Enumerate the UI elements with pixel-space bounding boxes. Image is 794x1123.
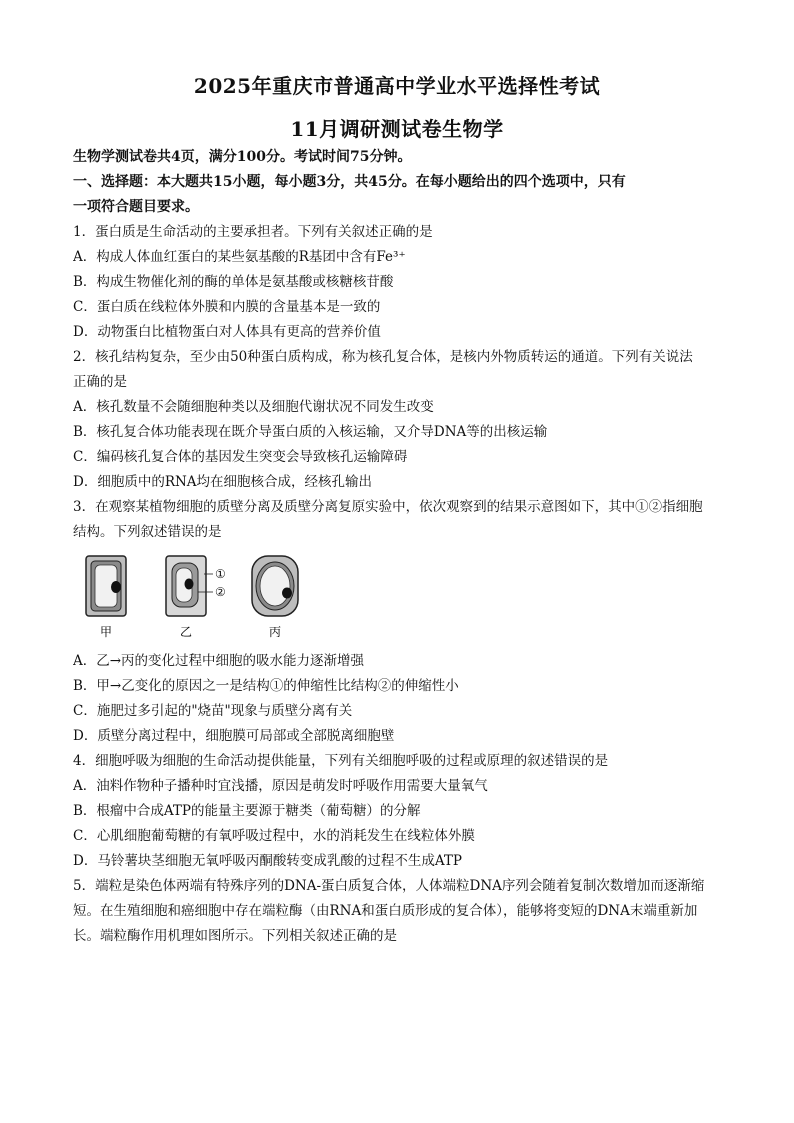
question-4-option-c: C．心肌细胞葡萄糖的有氧呼吸过程中，水的消耗发生在线粒体外膜 — [73, 828, 475, 844]
label-bing: 丙 — [269, 625, 282, 639]
marker-2: ② — [215, 585, 226, 599]
exam-info: 生物学测试卷共4页，满分100分。考试时间75分钟。 — [73, 149, 412, 165]
section-heading-line2: 一项符合题目要求。 — [73, 199, 199, 215]
question-3-option-a: A．乙→丙的变化过程中细胞的吸水能力逐渐增强 — [73, 653, 365, 669]
question-3-option-c: C．施肥过多引起的"烧苗"现象与质壁分离有关 — [73, 703, 353, 719]
label-yi: 乙 — [180, 625, 193, 639]
question-4-option-a: A．油料作物种子播种时宜浅播，原因是萌发时呼吸作用需要大量氧气 — [73, 778, 488, 794]
question-3-stem-line2: 结构。下列叙述错误的是 — [73, 524, 222, 540]
question-2-option-b: B．核孔复合体功能表现在既介导蛋白质的入核运输，又介导DNA等的出核运输 — [73, 424, 548, 440]
marker-1: ① — [215, 567, 226, 581]
label-jia: 甲 — [100, 625, 113, 639]
question-4-option-d: D．马铃薯块茎细胞无氧呼吸丙酮酸转变成乳酸的过程不生成ATP — [73, 853, 462, 869]
question-3-option-d: D．质壁分离过程中，细胞膜可局部或全部脱离细胞壁 — [73, 728, 395, 744]
question-2-stem-line1: 2．核孔结构复杂，至少由50种蛋白质构成，称为核孔复合体，是核内外物质转运的通道。下列有关说法 — [73, 349, 693, 365]
question-2-option-a: A．核孔数量不会随细胞种类以及细胞代谢状况不同发生改变 — [73, 399, 434, 415]
question-3-stem-line1: 3．在观察某植物细胞的质壁分离及质壁分离复原实验中，依次观察到的结果示意图如下，其中①②指细胞 — [73, 499, 703, 515]
question-5-stem-line3: 长。端粒酶作用机理如图所示。下列相关叙述正确的是 — [73, 928, 397, 944]
question-4-option-b: B．根瘤中合成ATP的能量主要源于糖类（葡萄糖）的分解 — [73, 803, 421, 819]
question-5-stem-line1: 5．端粒是染色体两端有特殊序列的DNA-蛋白质复合体，人体端粒DNA序列会随着复制次数增加而逐渐缩 — [73, 878, 705, 894]
exam-title: 2025年重庆市普通高中学业水平选择性考试 — [193, 74, 601, 98]
cell-yi — [166, 556, 213, 616]
question-1-option-c: C．蛋白质在线粒体外膜和内膜的含量基本是一致的 — [73, 299, 381, 315]
question-4-stem: 4．细胞呼吸为细胞的生命活动提供能量，下列有关细胞呼吸的过程或原理的叙述错误的是 — [73, 753, 609, 769]
exam-subtitle: 11月调研测试卷生物学 — [290, 117, 504, 141]
question-1-option-b: B．构成生物催化剂的酶的单体是氨基酸或核糖核苷酸 — [73, 274, 394, 290]
question-5-stem-line2: 短。在生殖细胞和癌细胞中存在端粒酶（由RNA和蛋白质形成的复合体），能够将变短的DNA末端重新加 — [73, 903, 698, 919]
cell-bing — [252, 556, 298, 616]
question-2-stem-line2: 正确的是 — [73, 374, 127, 390]
question-2-option-d: D．细胞质中的RNA均在细胞核合成，经核孔输出 — [73, 474, 373, 490]
question-3-option-b: B．甲→乙变化的原因之一是结构①的伸缩性比结构②的伸缩性小 — [73, 678, 459, 694]
question-1-option-a: A．构成人体血红蛋白的某些氨基酸的R基团中含有Fe³⁺ — [73, 249, 406, 265]
cell-jia — [86, 556, 126, 616]
section-heading-line1: 一、选择题：本大题共15小题，每小题3分，共45分。在每小题给出的四个选项中，只有 — [73, 174, 626, 190]
plasmolysis-figure — [76, 552, 316, 642]
question-1-option-d: D．动物蛋白比植物蛋白对人体具有更高的营养价值 — [73, 324, 381, 340]
question-2-option-c: C．编码核孔复合体的基因发生突变会导致核孔运输障碍 — [73, 449, 408, 465]
question-1-stem: 1．蛋白质是生命活动的主要承担者。下列有关叙述正确的是 — [73, 224, 433, 240]
